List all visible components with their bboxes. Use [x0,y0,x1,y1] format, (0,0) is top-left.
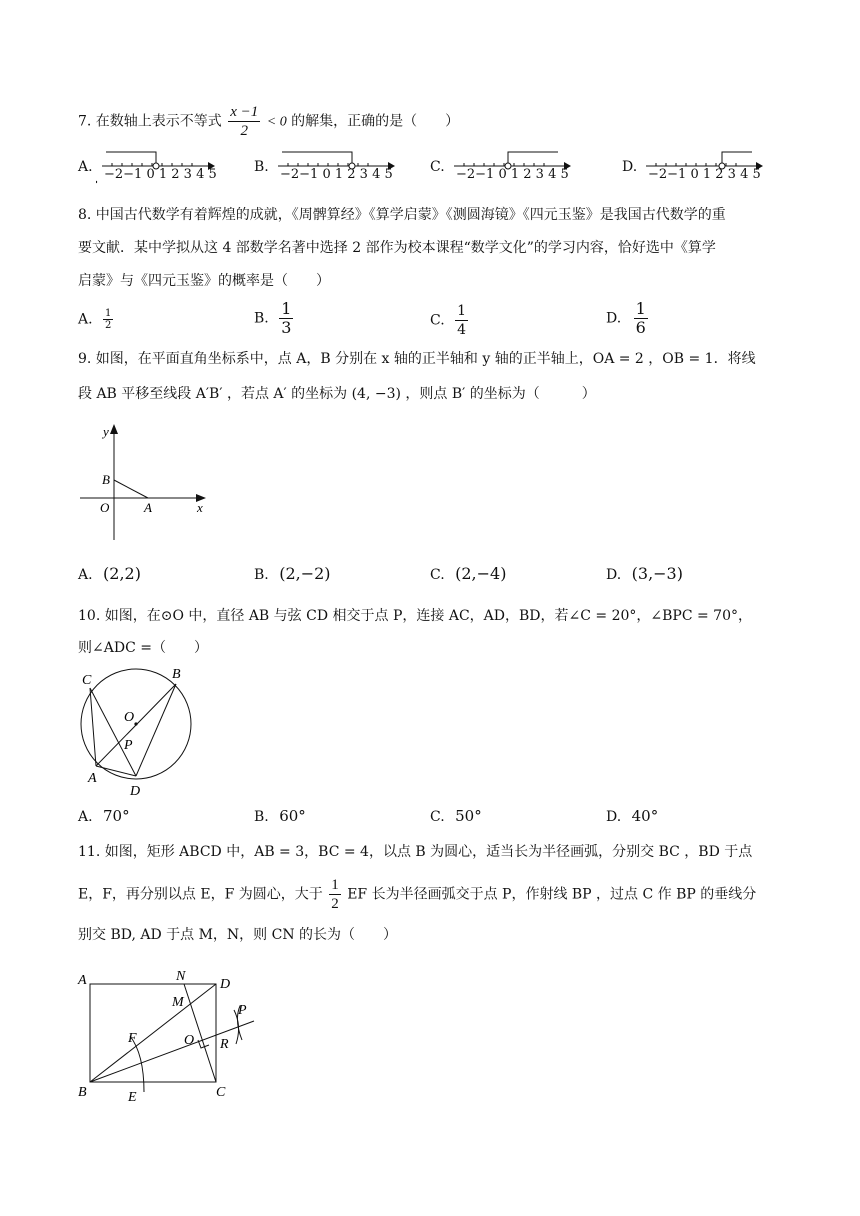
q9-option-a[interactable]: A. (2,2) [78,564,141,583]
q7-option-d[interactable] [622,146,798,186]
q9-option-c[interactable]: C. (2,−4) [430,564,507,583]
label-C: C [82,673,92,688]
label-O: O [184,1033,195,1048]
q9-options [78,564,798,588]
q8-option-c[interactable]: C. $\frac{1}{4}$ [430,303,467,338]
fraction: $\frac{1}{6}$ [635,299,646,337]
label-P: P [238,1003,247,1018]
q11-stem-line1: 11. 如图，矩形 ABCD 中，AB = 3，BC = 4，以点 B 为圆心，适当长为半径画弧，分别交 BC ，BD 于点 [78,844,753,860]
label-B: B [78,1085,87,1100]
q8-stem-line2: 要文献．某中学拟从这 4 部数学名著中选择 2 部作为校本课程“数学文化”的学习内容，恰好选中《算学 [78,240,716,256]
q11-stem-line2: E，F，再分别以点 E，F 为圆心，大于 $\frac{1}{2}$ EF 长为半径画弧交于点 P，作射线 BP ，过点 C 作 BP 的垂线分 [78,877,757,912]
q10-option-d[interactable]: D. 40° [606,807,659,825]
label-M: M [172,995,184,1010]
label-B: B [172,667,181,682]
number-line-ticks: −2−1 0 1 2 3 4 5 [648,167,761,182]
q7-option-c[interactable] [430,146,600,186]
label-C: C [216,1085,226,1100]
q7-fraction: $\frac{x -1}{2}$ [230,104,259,139]
option-label: A. [78,159,93,175]
q8-options [78,298,798,342]
q7-options [78,146,798,186]
q8-stem-line1: 8. 中国古代数学有着辉煌的成就，《周髀算经》《算学启蒙》《测圆海镜》《四元玉鉴》是我国古代数学的重 [78,207,726,223]
q7-stem-prefix: 7. 在数轴上表示不等式 [78,113,222,130]
label-O: O [100,500,110,515]
q10-stem-line1: 10. 如图，在⊙O 中，直径 AB 与弦 CD 相交于点 P，连接 AC，AD，BD，若∠C = 20°，∠BPC = 70°， [78,608,752,624]
label-O: O [124,710,135,725]
label-B: B [102,472,110,487]
label-R: R [220,1037,229,1052]
number-line-ticks: −2−1 0 1 2 3 4 5 [456,167,569,182]
q9-coordinate-figure [74,420,214,544]
label-D: D [130,784,141,799]
q8-option-b[interactable]: B. $\frac{1}{3}$ [254,299,292,337]
q10-option-c[interactable]: C. 50° [430,807,482,825]
option-label: C. [430,159,445,175]
label-x: x [197,500,203,515]
label-P: P [124,738,133,753]
q7-option-b[interactable] [254,146,424,186]
q7-option-a[interactable] [78,146,248,186]
q11-stem-line3: 别交 BD, AD 于点 M，N，则 CN 的长为（ ） [78,927,398,943]
option-label: B. [254,159,269,175]
label-A: A [144,500,152,515]
option-label: D. [622,159,638,175]
q10-circle-figure [74,662,204,802]
fraction: $\frac{1}{3}$ [281,299,292,337]
q11-rectangle-figure [74,964,264,1110]
q10-option-a[interactable]: A. 70° [78,807,130,825]
fraction: $\frac{1}{4}$ [457,303,467,338]
label-A: A [78,973,87,988]
q10-stem-line2: 则∠ADC =（ ） [78,640,208,656]
q8-option-d[interactable]: D. $\frac{1}{6}$ [606,299,646,337]
q7-stem-suffix: 的解集，正确的是（ ） [291,113,460,130]
q7-stem [78,103,459,140]
number-line-ticks: −2−1 0 1 2 3 4 5 [280,167,393,182]
fraction: $\frac{1}{2}$ [105,308,112,331]
fraction-half: $\frac{1}{2}$ [331,877,339,912]
q8-stem-line3: 启蒙》与《四元玉鉴》的概率是（ ） [78,273,330,289]
q10-options [78,806,798,830]
label-F: F [128,1031,137,1046]
label-y: y [103,424,109,439]
number-line-ticks: −2−1 0 1 2 3 4 5 [104,167,217,182]
q9-option-d[interactable]: D. (3,−3) [606,564,683,583]
label-E: E [128,1090,137,1105]
q9-stem-line1: 9. 如图，在平面直角坐标系中，点 A，B 分别在 x 轴的正半轴和 y 轴的正半轴上，OA = 2 ，OB = 1．将线 [78,351,756,367]
q7-inequality: < 0 [266,114,287,130]
label-D: D [220,977,231,992]
label-A: A [88,771,97,786]
q10-option-b[interactable]: B. 60° [254,807,306,825]
q8-option-a[interactable]: A. $\frac{1}{2}$ [78,308,112,331]
q9-stem-line2: 段 AB 平移至线段 A′B′ ，若点 A′ 的坐标为 (4, −3) ，则点 B′ 的坐标为（ ） [78,386,596,402]
q9-option-b[interactable]: B. (2,−2) [254,564,331,583]
label-N: N [176,969,186,984]
